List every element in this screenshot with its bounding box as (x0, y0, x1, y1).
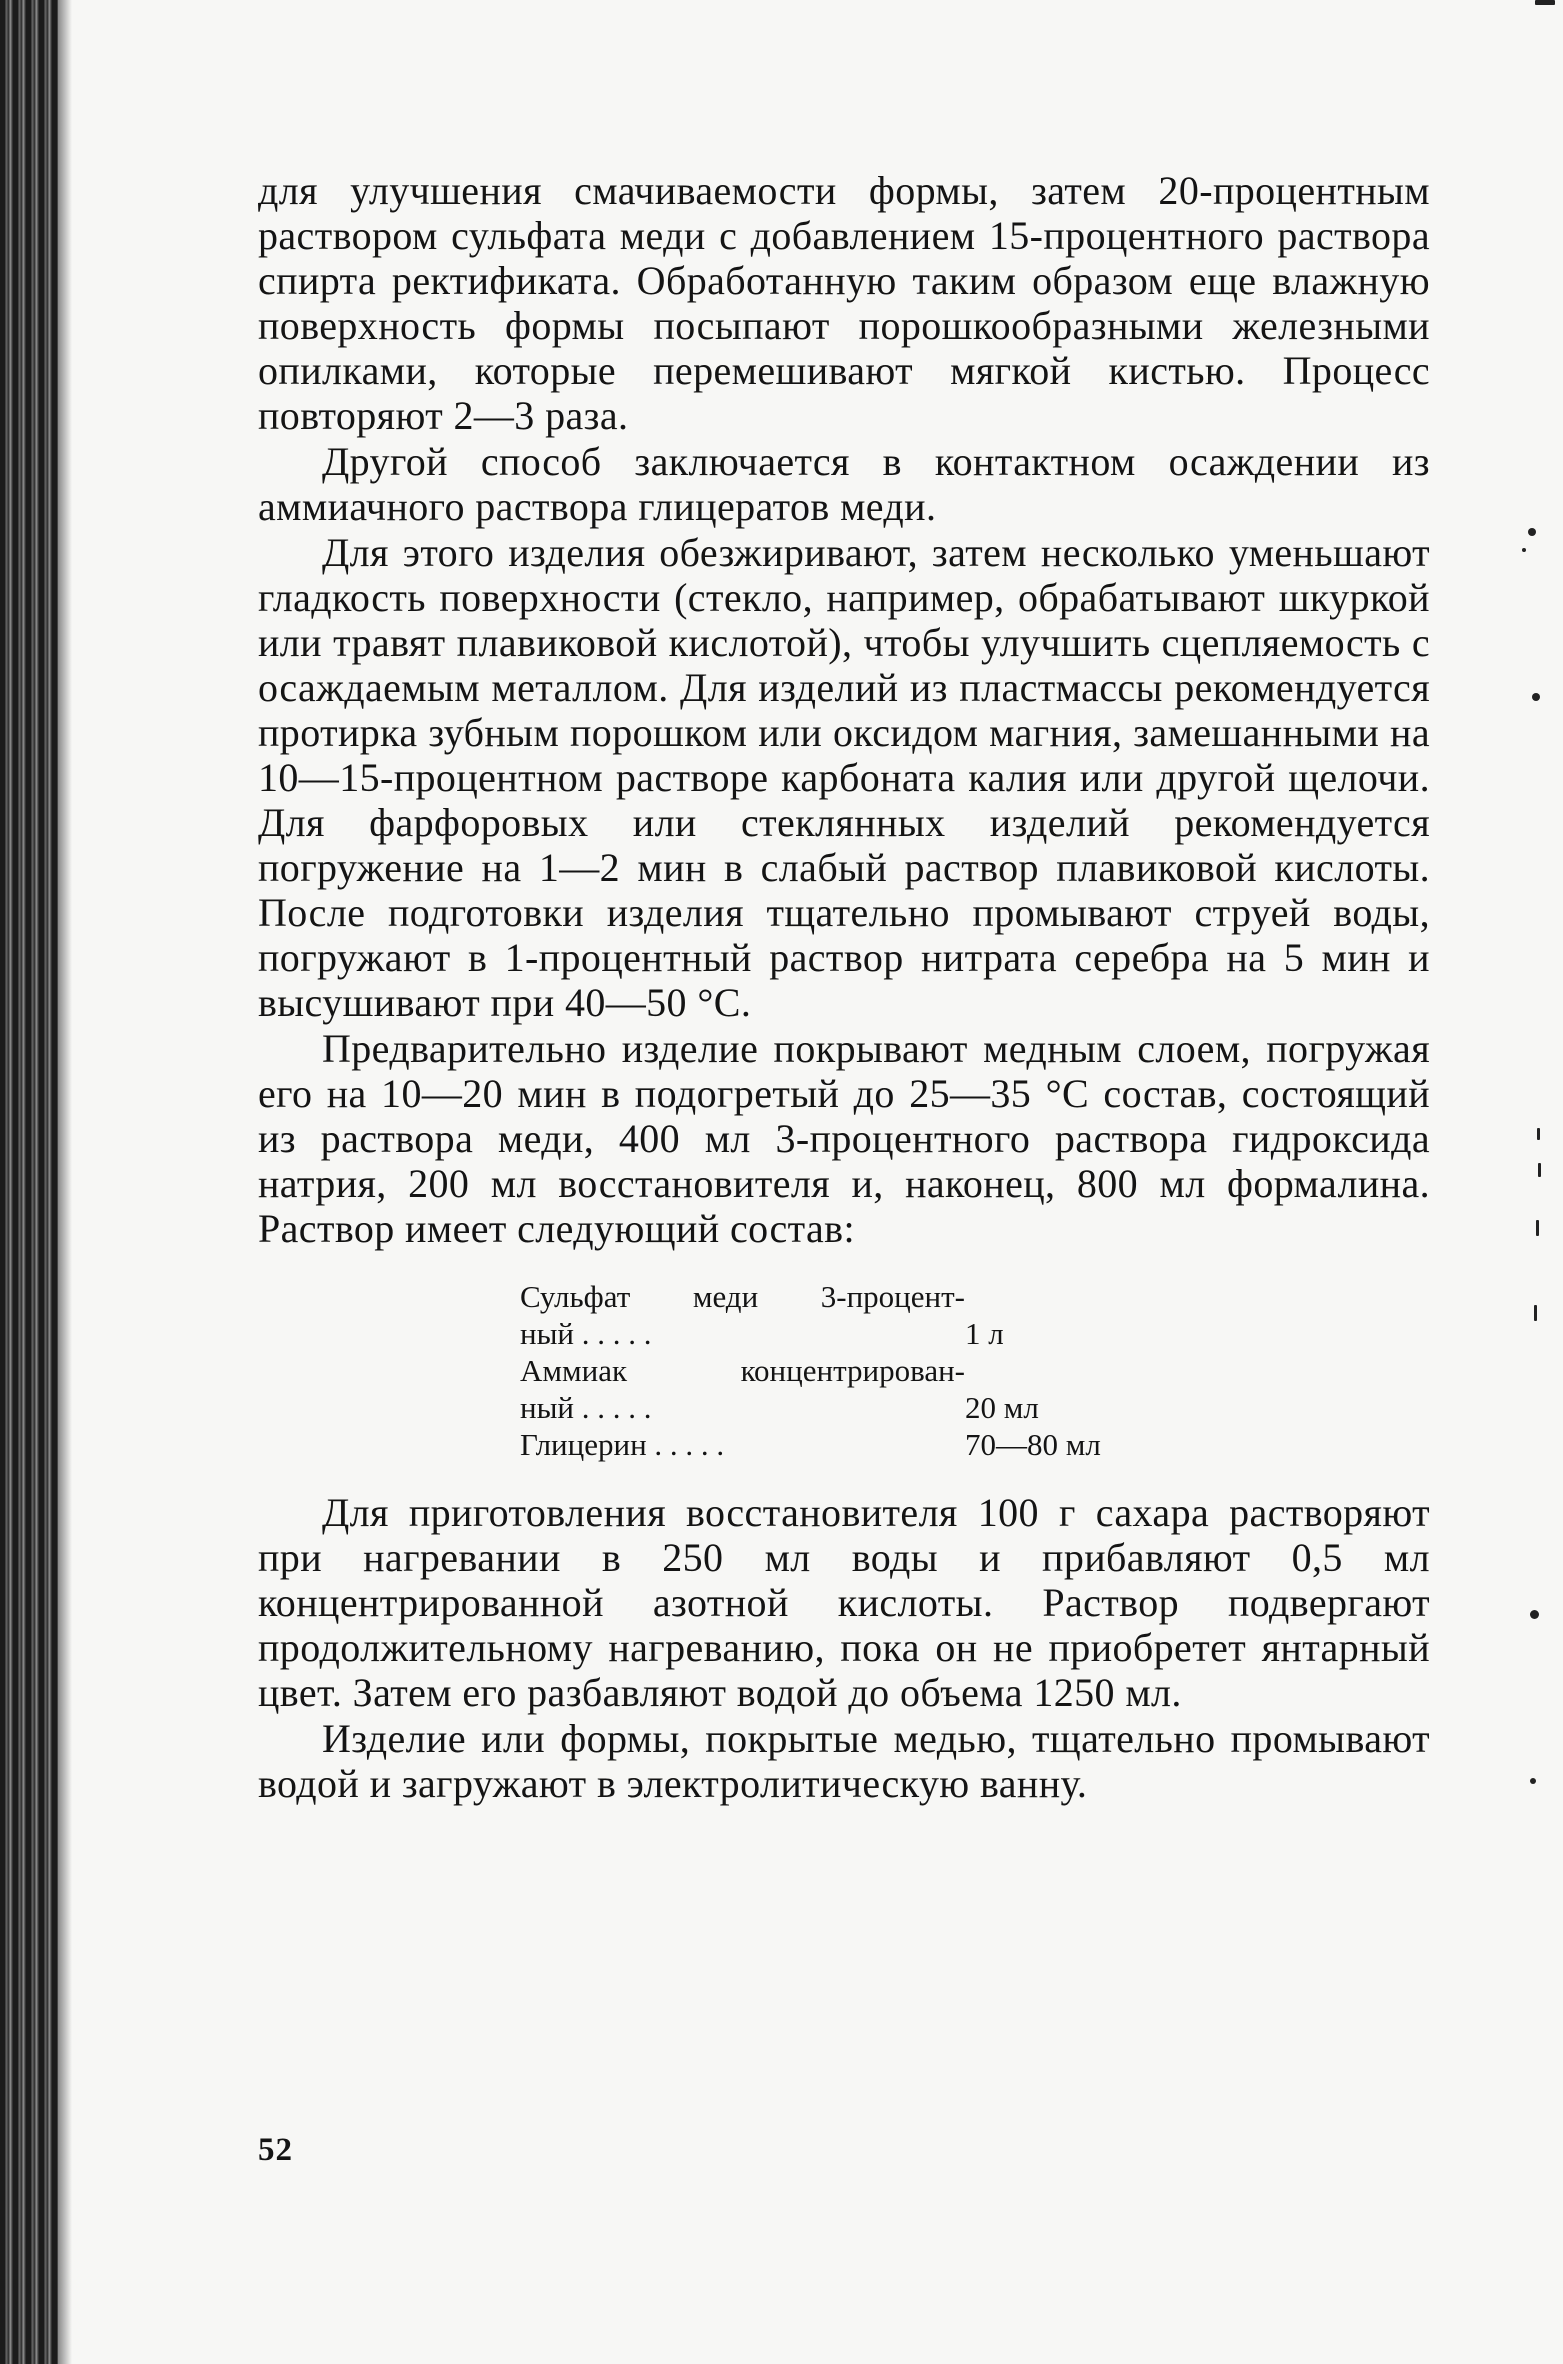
paragraph: Предварительно изделие покрывают медным слоем, погружая его на 10—20 мин в подогретый до 25—35 °С состав, состоящий из раствора меди, 400 мл 3-процентного раствора гидроксида натрия, 200 мл восстановителя и, наконец, 800 мл формалина. Раствор имеет следующий состав: (258, 1026, 1430, 1251)
recipe-amount: 70—80 мл (965, 1427, 1101, 1462)
page-body (258, 168, 1430, 1806)
paragraph: Для этого изделия обезжиривают, затем несколько уменьшают гладкость поверхности (стекло, например, обрабатывают шкуркой или травят плавиковой кислотой), чтобы улучшить сцепляемость с осаждаемым металлом. Для изделий из пластмассы рекомендуется протирка зубным порошком или оксидом магния, замешанными на 10—15-процентном растворе карбоната калия или другой щелочи. Для фарфоровых или стеклянных изделий рекомендуется погружение на 1—2 мин в слабый раствор плавиковой кислоты. После подготовки изделия тщательно промывают струей воды, погружают в 1-процентный раствор нитрата серебра на 5 мин и высушивают при 40—50 °С. (258, 530, 1430, 1025)
recipe-row (520, 1278, 1200, 1315)
scan-binding-shadow (58, 0, 72, 2364)
paragraph: Другой способ заключается в контактном осаждении из аммиачного раствора глицератов меди. (258, 439, 1430, 529)
recipe-ingredient-name: Аммиак концентрирован- (520, 1353, 965, 1388)
scan-binding-edge (0, 0, 58, 2364)
recipe-ingredient-name-continued: ный . . . . . (520, 1390, 652, 1425)
paragraph: Изделие или формы, покрытые медью, тщательно промывают водой и загружают в электролитическую ванну. (258, 1716, 1430, 1806)
paragraph: Для приготовления восстановителя 100 г сахара растворяют при нагревании в 250 мл воды и прибавляют 0,5 мл концентрированной азотной кислоты. Раствор подвергают продолжительному нагреванию, пока он не приобретет янтарный цвет. Затем его разбавляют водой до объема 1250 мл. (258, 1490, 1430, 1715)
recipe-amount: 20 мл (965, 1390, 1039, 1425)
recipe-amount: 1 л (965, 1316, 1004, 1351)
recipe-ingredient-name-continued: ный . . . . . (520, 1316, 652, 1351)
recipe-row (520, 1426, 1200, 1463)
recipe-ingredient-name: Глицерин . . . . . (520, 1427, 725, 1462)
recipe-row (520, 1352, 1200, 1389)
paragraph: для улучшения смачиваемости формы, затем 20-процентным раствором сульфата меди с добавлением 15-процентного раствора спирта ректификата. Обработанную таким образом еще влажную поверхность формы посыпают порошкообразными железными опилками, которые перемешивают мягкой кистью. Процесс повторяют 2—3 раза. (258, 168, 1430, 438)
recipe-table (520, 1278, 1200, 1463)
recipe-row (520, 1389, 1200, 1426)
recipe-ingredient-name: Сульфат меди 3-процент- (520, 1279, 965, 1314)
recipe-row (520, 1315, 1200, 1352)
page-number: 52 (258, 2132, 293, 2168)
